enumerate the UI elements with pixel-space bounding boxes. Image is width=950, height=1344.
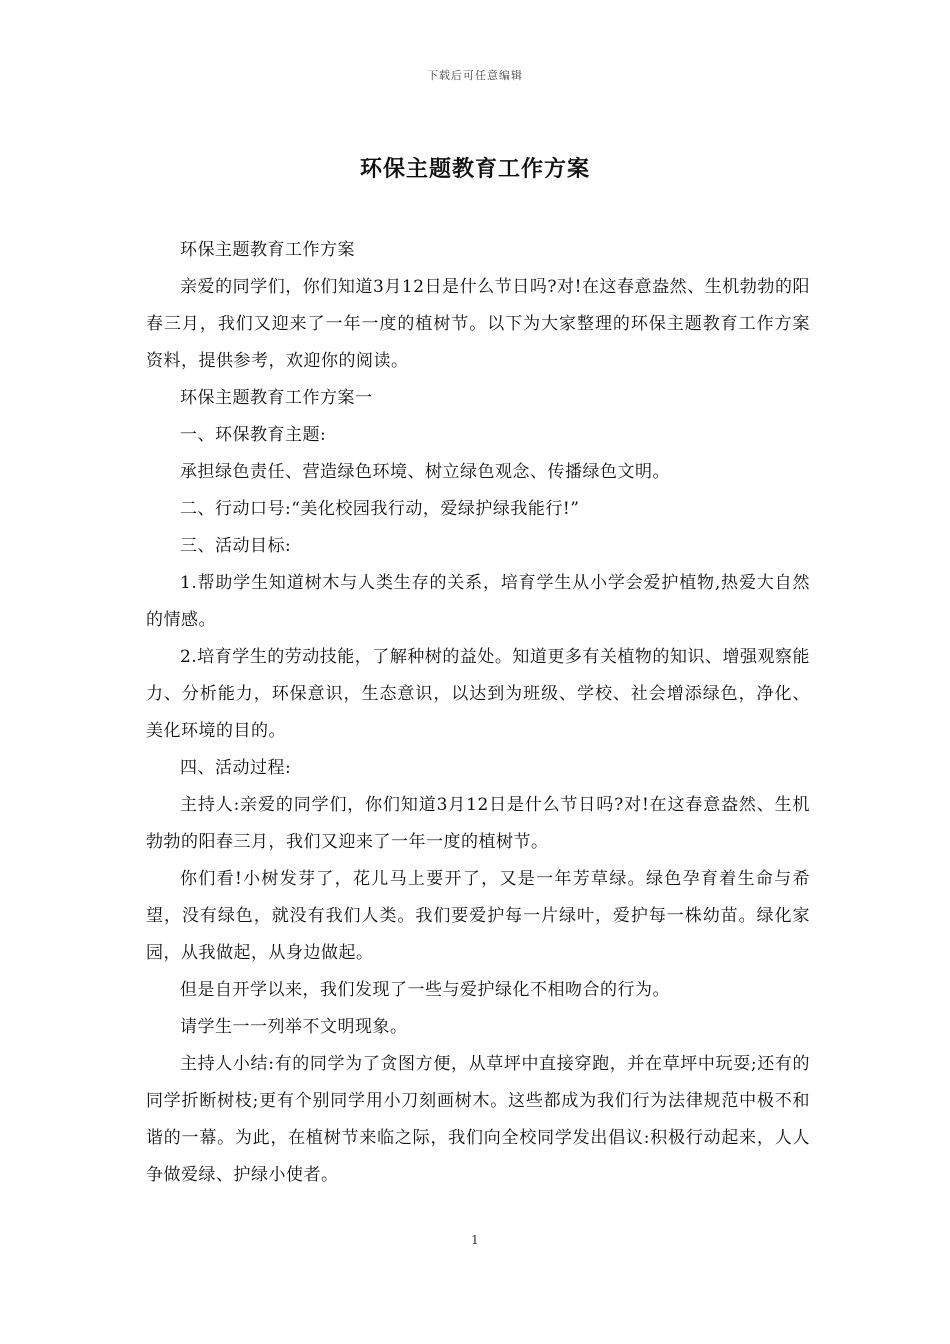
paragraph-intro: 亲爱的同学们，你们知道3月12日是什么节日吗?对!在这春意盎然、生机勃勃的阳春三月，我们又迎来了一年一度的植树节。以下为大家整理的环保主题教育工作方案资料，提供参考，欢迎你的阅读。 [146,277,810,371]
section-heading-slogan: 二、行动口号:“美化校园我行动，爱绿护绿我能行!” [180,499,580,519]
paragraph-theme: 承担绿色责任、营造绿色环境、树立绿色观念、传播绿色文明。 [180,462,670,482]
page-header-note: 下载后可任意编辑 [427,69,523,82]
section-heading-goals: 三、活动目标: [180,536,292,556]
paragraph-goal-2: 2.培育学生的劳动技能，了解种树的益处。知道更多有关植物的知识、增强观察能力、分析能力，环保意识，生态意识，以达到为班级、学校、社会增添绿色，净化、美化环境的目的。 [146,647,810,741]
document-body [146,232,810,1194]
document-title: 环保主题教育工作方案 [359,156,590,182]
paragraph-list-examples: 请学生一一列举不文明现象。 [180,1017,408,1037]
paragraph-host-summary: 主持人小结:有的同学为了贪图方便，从草坪中直接穿跑，并在草坪中玩耍;还有的同学折断树枝;更有个别同学用小刀刻画树木。这些都成为我们行为法律规范中极不和谐的一幕。为此，在植树节来临之际，我们向全校同学发出倡议:积极行动起来，人人争做爱绿、护绿小使者。 [146,1054,810,1185]
paragraph-behavior: 但是自开学以来，我们发现了一些与爱护绿化不相吻合的行为。 [180,980,670,1000]
paragraph-host-opening: 主持人:亲爱的同学们，你们知道3月12日是什么节日吗?对!在这春意盎然、生机勃勃的阳春三月，我们又迎来了一年一度的植树节。 [146,795,810,852]
page-number: 1 [471,1233,479,1247]
section-heading-theme: 一、环保教育主题: [180,425,327,445]
paragraph-subtitle: 环保主题教育工作方案 [180,240,355,260]
section-heading-process: 四、活动过程: [180,758,292,778]
paragraph-goal-1: 1.帮助学生知道树木与人类生存的关系，培育学生从小学会爱护植物,热爱大自然的情感。 [146,573,810,630]
paragraph-look: 你们看!小树发芽了，花儿马上要开了，又是一年芳草绿。绿色孕育着生命与希望，没有绿色，就没有我们人类。我们要爱护每一片绿叶，爱护每一株幼苗。绿化家园，从我做起，从身边做起。 [146,869,810,963]
paragraph-plan-one-heading: 环保主题教育工作方案一 [180,388,373,408]
